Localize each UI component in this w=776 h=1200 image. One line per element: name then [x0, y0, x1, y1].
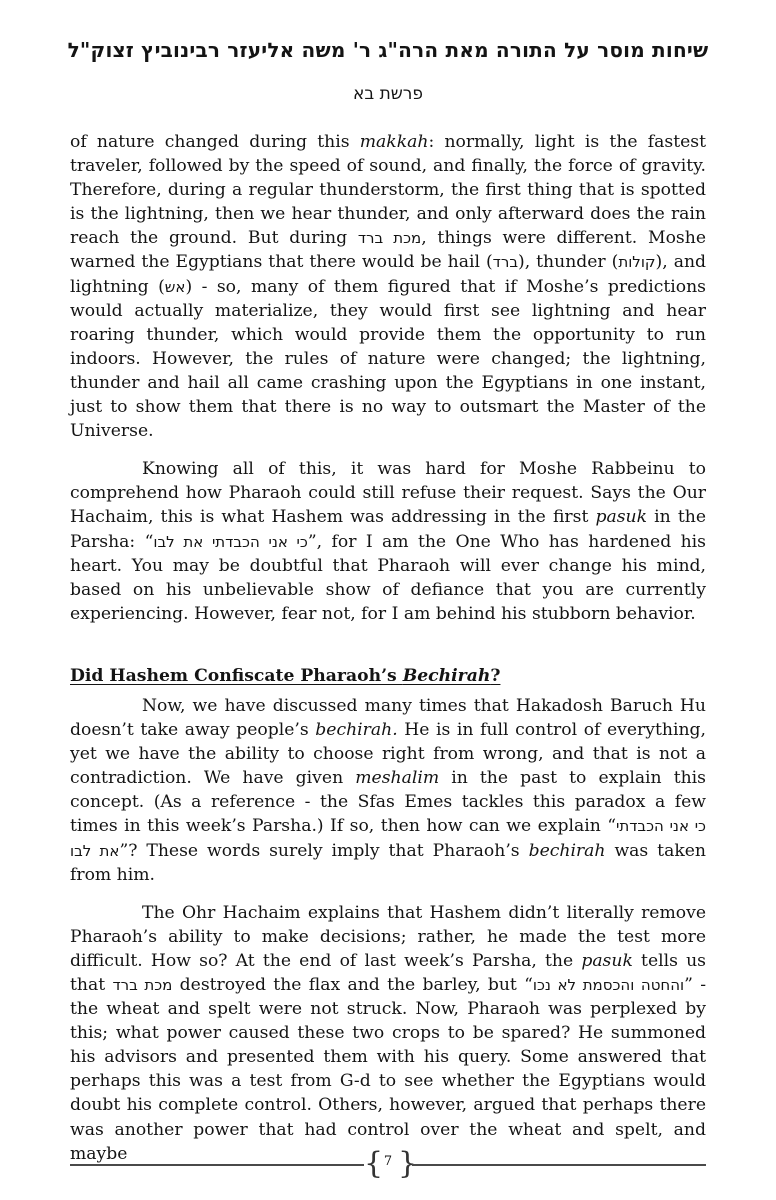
section-heading: Did Hashem Confiscate Pharaoh’s Bechirah? [70, 665, 501, 686]
footer-brace-close: } [398, 1146, 418, 1181]
running-header-title: שיחות מוסר על התורה מאת הרה"ג ר' משה אליעזר רבינוביץ זצוק"ל [67, 38, 709, 62]
paragraph-4: The Ohr Hachaim explains that Hashem didn’t literally remove Pharaoh’s ability to make decisions; rather, he made the test more difficult. How so? At the end of last week’s Parsha, the pasuk tells us that מכת ברד destroyed the flax and the barley, but “והחטה והכסמת לא נכו” - the wheat and spelt were not struck. Now, Pharaoh was perplexed by this; what power caused these two crops to be spared? He summoned his advisors and presented them with his query. Some answered that perhaps this was a test from G-d to see whether the Egyptians would doubt his complete control. Others, however, argued that perhaps there was another power that had control over the wheat and spelt, and maybe [70, 902, 707, 1164]
paragraph-3: Now, we have discussed many times that Hakadosh Baruch Hu doesn’t take away people’s bechirah. He is in full control of everything, yet we have the ability to choose right from wrong, and that is not a contradiction. We have given meshalim in the past to explain this concept. (As a reference - the Sfas Emes tackles this paradox a few times in this week’s Parsha.) If so, then how can we explain “כי אני הכבדתי את לבו”? These words surely imply that Pharaoh’s bechirah was taken from him. [70, 695, 706, 885]
page-number: 7 [383, 1154, 393, 1169]
footer-rule-right [412, 1164, 706, 1166]
running-header-parsha: פרשת בא [352, 84, 424, 104]
footer-rule-left [70, 1164, 364, 1166]
footer-brace-open: { [364, 1146, 384, 1181]
paragraph-1: of nature changed during this makkah: normally, light is the fastest traveler, followed by the speed of sound, and finally, the force of gravity. Therefore, during a regular thunderstorm, the first thing that is spotted is the lightning, then we hear thunder, and only afterward does the rain reach the ground. But during מכת ברד, things were different. Moshe warned the Egyptians that there would be hail (ברד), thunder (קולות), and lightning (אש) - so, many of them figured that if Moshe’s predictions would actually materialize, they would first see lightning and hear roaring thunder, which would provide them the opportunity to run indoors. However, the rules of nature were changed; the lightning, thunder and hail all came crashing upon the Egyptians in one instant, just to show them that there is no way to outsmart the Master of the Universe. [70, 132, 707, 442]
paragraph-2: Knowing all of this, it was hard for Moshe Rabbeinu to comprehend how Pharaoh could still refuse their request. Says the Our Hachaim, this is what Hashem was addressing in the first pasuk in the Parsha: “כי אני הכבדתי את לבו”, for I am the One Who has hardened his heart. You may be doubtful that Pharaoh will ever change his mind, based on his unbelievable show of defiance that you are currently experiencing. However, fear not, for I am behind his stubborn behavior. [70, 459, 706, 624]
body-text [70, 130, 706, 1166]
page-footer [70, 1146, 706, 1181]
